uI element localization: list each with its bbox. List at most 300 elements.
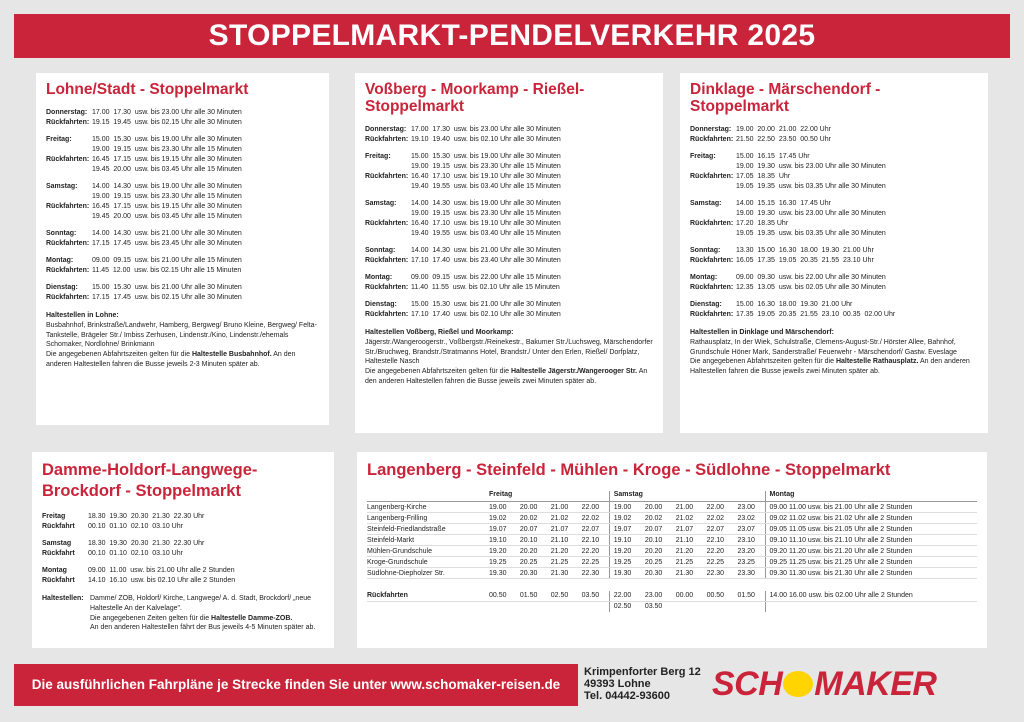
card-dinklage — [680, 73, 988, 433]
schedule-times: 19.10 19.40 usw. bis 02.10 Uhr alle 30 Minuten — [411, 136, 561, 143]
title-banner — [14, 14, 1010, 58]
schedule-times: 11.45 12.00 usw. bis 02.15 Uhr alle 15 Minuten — [92, 267, 242, 274]
friday-time: 22.25 — [578, 557, 610, 568]
schedule-times: 14.00 14.30 usw. bis 19.00 Uhr alle 30 Minuten — [411, 200, 561, 207]
schedule-times: 14.00 14.30 usw. bis 19.00 Uhr alle 30 Minuten — [92, 183, 242, 190]
schedule-row — [690, 229, 978, 239]
schedule-gap — [690, 192, 978, 199]
saturday-time: 22.10 — [703, 535, 734, 546]
schedule-times: 19.45 20.00 usw. bis 03.45 Uhr alle 15 Minuten — [92, 213, 242, 220]
empty-cell — [547, 601, 578, 612]
saturday-time: 19.07 — [609, 524, 641, 535]
spacer-cell — [367, 579, 977, 591]
schedule-times: 19.40 19.55 usw. bis 03.40 Uhr alle 15 Minuten — [411, 183, 561, 190]
schedule-row — [42, 512, 324, 522]
schedule-day-label: Rückfahrten: — [365, 136, 409, 143]
saturday-time: 22.30 — [703, 568, 734, 579]
schedule-row — [46, 192, 319, 202]
friday-time: 22.30 — [578, 568, 610, 579]
schedule-gap — [46, 222, 319, 229]
col-friday: Freitag — [485, 491, 609, 502]
schedule-row — [690, 310, 978, 320]
schedule-times: 15.00 15.30 usw. bis 21.00 Uhr alle 30 Minuten — [411, 301, 561, 308]
schedule-times: 11.40 11.55 usw. bis 02.10 Uhr alle 15 Minuten — [411, 284, 560, 291]
schedule-row — [46, 165, 319, 175]
stop-name: Steinfeld-Markt — [367, 535, 485, 546]
schedule-row — [365, 229, 653, 239]
saturday-time: 20.20 — [641, 546, 672, 557]
table-row — [367, 557, 977, 568]
schedule-day-label: Sonntag: — [365, 247, 396, 254]
schedule-times: 19.00 19.15 usw. bis 23.30 Uhr alle 15 Minuten — [92, 193, 242, 200]
monday-times: 09.02 11.02 usw. bis 21.02 Uhr alle 2 Stunden — [765, 513, 977, 524]
friday-time: 20.25 — [516, 557, 547, 568]
saturday-time: 19.20 — [609, 546, 641, 557]
lohne-note-bold: Haltestelle Busbahnhof. — [191, 351, 272, 359]
vossberg-stops-title: Haltestellen Voßberg, Rießel und Moorkamp: — [365, 329, 514, 336]
saturday-return-time: 00.50 — [703, 591, 734, 602]
lohne-schedule — [46, 108, 319, 303]
card-damme-heading: Damme-Holdorf-Langwege-Brockdorf - Stoppelmarkt — [42, 461, 258, 500]
return-label: Rückfahrten — [367, 591, 485, 602]
vossberg-stops: Jägerstr./Wangeroogerstr., Voßbergstr./Reinekestr., Bakumer Str./Luchsweg, Märschendorfer Str./Bruchweg, Brandstr./Stratmanns Hotel, Brandstr./ Unter den Erlen, Rießel/ Dorfplatz, Haltestelle Nasch — [365, 338, 653, 366]
schedule-row — [46, 118, 319, 128]
schedule-gap — [46, 276, 319, 283]
saturday-time: 22.02 — [703, 513, 734, 524]
schedule-day-label: Rückfahrten: — [690, 173, 734, 180]
saturday-time: 19.00 — [609, 502, 641, 513]
schedule-gap — [690, 293, 978, 300]
schedule-times: 19.00 19.15 usw. bis 23.30 Uhr alle 15 Minuten — [92, 146, 242, 153]
monday-times: 09.30 11.30 usw. bis 21.30 Uhr alle 2 Stunden — [765, 568, 977, 579]
schedule-times: 19.00 19.15 usw. bis 23.30 Uhr alle 15 Minuten — [411, 163, 561, 170]
stop-name: Kroge-Grundschule — [367, 557, 485, 568]
schedule-row — [42, 549, 324, 559]
schedule-row — [365, 135, 653, 145]
saturday-time: 20.00 — [641, 502, 672, 513]
schedule-times: 13.30 15.00 16.30 18.00 19.30 21.00 Uhr — [736, 247, 874, 254]
table-row — [367, 502, 977, 513]
return-row-2 — [367, 601, 977, 612]
friday-time: 20.20 — [516, 546, 547, 557]
footer-phone: Tel. 04442-93600 — [584, 690, 671, 702]
saturday-time: 20.30 — [641, 568, 672, 579]
schedule-day-label: Rückfahrten: — [46, 294, 90, 301]
schedule-row — [46, 135, 319, 145]
card-damme — [32, 452, 334, 648]
empty-cell — [578, 601, 610, 612]
monday-return-times: 14.00 16.00 usw. bis 02.00 Uhr alle 2 Stunden — [765, 591, 977, 602]
friday-time: 22.02 — [578, 513, 610, 524]
schedule-gap — [690, 266, 978, 273]
saturday-time: 23.02 — [733, 513, 765, 524]
schedule-row — [46, 145, 319, 155]
schomaker-logo — [712, 664, 936, 704]
empty-cell — [733, 601, 765, 612]
empty-cell — [516, 601, 547, 612]
saturday-time: 21.00 — [672, 502, 703, 513]
schedule-times: 14.10 16.10 usw. bis 02.10 Uhr alle 2 Stunden — [88, 577, 236, 584]
monday-times: 09.20 11.20 usw. bis 21.20 Uhr alle 2 Stunden — [765, 546, 977, 557]
stop-name: Mühlen-Grundschule — [367, 546, 485, 557]
schedule-day-label — [46, 145, 92, 155]
schedule-times: 17.10 17.40 usw. bis 23.40 Uhr alle 30 Minuten — [411, 257, 561, 264]
schedule-day-label: Dienstag: — [690, 301, 722, 308]
schedule-gap — [46, 249, 319, 256]
schedule-times: 16.05 17.35 19.05 20.35 21.55 23.10 Uhr — [736, 257, 874, 264]
saturday-time: 23.00 — [733, 502, 765, 513]
schedule-row — [365, 182, 653, 192]
schedule-day-label — [690, 209, 736, 219]
friday-time: 20.10 — [516, 535, 547, 546]
dinklage-note2: An den anderen Haltestellen fahren die Busse jeweils zwei Minuten später ab. — [690, 358, 970, 376]
dinklage-stops-title: Haltestellen in Dinklage und Märschendorf: — [690, 329, 834, 336]
schedule-day-label — [690, 182, 736, 192]
lohne-stops: Busbahnhof, Brinkstraße/Landwehr, Hamberg, Bergweg/ Bruno Kleine, Bergweg/ Felta-Tankstelle, Brägeler Str./ Imbiss Zerhusen, Lindenstr./Kino, Lindenstr./ehemals Schomaker, Nordlohne/ Brinkmann — [46, 321, 317, 349]
friday-time: 22.10 — [578, 535, 610, 546]
card-lohne-heading: Lohne/Stadt - Stoppelmarkt — [46, 81, 249, 98]
schedule-times: 00.10 01.10 02.10 03.10 Uhr — [88, 523, 183, 530]
monday-times: 09.00 11.00 usw. bis 21.00 Uhr alle 2 Stunden — [765, 502, 977, 513]
stop-name: Südlohne-Diepholzer Str. — [367, 568, 485, 579]
table-spacer — [367, 579, 977, 591]
schedule-row — [365, 152, 653, 162]
empty-cell — [367, 601, 485, 612]
table-row — [367, 568, 977, 579]
saturday-time: 19.10 — [609, 535, 641, 546]
schedule-times: 09.00 09.30 usw. bis 22.00 Uhr alle 30 Minuten — [736, 274, 886, 281]
schedule-day-label — [365, 162, 411, 172]
schedule-row — [690, 300, 978, 310]
schedule-day-label: Dienstag: — [46, 284, 78, 291]
friday-time: 21.02 — [547, 513, 578, 524]
vossberg-note1: Die angegebenen Abfahrtszeiten gelten für die — [365, 368, 509, 376]
friday-time: 20.30 — [516, 568, 547, 579]
friday-time: 22.20 — [578, 546, 610, 557]
friday-return-time: 01.50 — [516, 591, 547, 602]
schedule-times: 16.40 17.10 usw. bis 19.10 Uhr alle 30 Minuten — [411, 173, 561, 180]
schedule-times: 14.00 14.30 usw. bis 21.00 Uhr alle 30 Minuten — [411, 247, 561, 254]
card-lohne — [36, 73, 329, 425]
damme-stops-title: Haltestellen: — [42, 595, 84, 602]
damme-note2: An den anderen Haltestellen fährt der Bus jeweils 4-5 Minuten später ab. — [90, 624, 316, 632]
stop-name: Langenberg-Frilling — [367, 513, 485, 524]
card-langenberg-heading: Langenberg - Steinfeld - Mühlen - Kroge - Südlohne - Stoppelmarkt — [367, 461, 891, 479]
friday-time: 19.25 — [485, 557, 516, 568]
schedule-row — [42, 576, 324, 586]
schedule-row — [46, 239, 319, 249]
saturday-return-time: 02.50 — [609, 601, 641, 612]
empty-cell — [485, 601, 516, 612]
schedule-times: 14.00 15.15 16.30 17.45 Uhr — [736, 200, 831, 207]
schedule-row — [42, 539, 324, 549]
schedule-day-label: Rückfahrten: — [46, 240, 90, 247]
schedule-day-label: Rückfahrt — [42, 523, 75, 530]
schedule-times: 17.20 18.35 Uhr — [736, 220, 789, 227]
lohne-stops-title: Haltestellen in Lohne: — [46, 312, 119, 319]
footer-address — [584, 666, 701, 702]
schedule-times: 17.10 17.40 usw. bis 02.10 Uhr alle 30 Minuten — [411, 311, 561, 318]
schedule-times: 15.00 15.30 usw. bis 19.00 Uhr alle 30 Minuten — [92, 136, 242, 143]
schedule-row — [690, 152, 978, 162]
schedule-day-label: Sonntag: — [46, 230, 77, 237]
vossberg-note-bold: Haltestelle Jägerstr./Wangerooger Str. — [510, 368, 638, 376]
friday-time: 20.02 — [516, 513, 547, 524]
logo-ball-icon — [783, 671, 813, 697]
schedule-row — [365, 256, 653, 266]
schedule-day-label — [365, 182, 411, 192]
schedule-times: 19.00 19.30 usw. bis 23.00 Uhr alle 30 Minuten — [736, 210, 886, 217]
saturday-time: 23.07 — [733, 524, 765, 535]
schedule-times: 15.00 15.30 usw. bis 21.00 Uhr alle 30 Minuten — [92, 284, 242, 291]
schedule-row — [46, 229, 319, 239]
dinklage-info — [690, 328, 978, 377]
col-saturday: Samstag — [609, 491, 765, 502]
schedule-row — [365, 199, 653, 209]
saturday-return-time: 23.00 — [641, 591, 672, 602]
vossberg-note2: An den anderen Haltestellen fahren die Busse jeweils zwei Minuten später ab. — [365, 368, 648, 385]
saturday-time: 23.10 — [733, 535, 765, 546]
saturday-time: 22.00 — [703, 502, 734, 513]
damme-note1: Die angegebenen Zeiten gelten für die — [90, 614, 210, 622]
schedule-row — [690, 182, 978, 192]
card-langenberg — [357, 452, 987, 648]
schedule-times: 16.45 17.15 usw. bis 19.15 Uhr alle 30 Minuten — [92, 203, 242, 210]
schedule-times: 15.00 16.15 17.45 Uhr — [736, 153, 810, 160]
schedule-row — [365, 125, 653, 135]
schedule-day-label: Rückfahrten: — [690, 136, 734, 143]
logo-text-b: MAKER — [814, 665, 937, 703]
schedule-times: 19.00 20.00 21.00 22.00 Uhr — [736, 126, 831, 133]
table-row — [367, 546, 977, 557]
saturday-time: 20.07 — [641, 524, 672, 535]
schedule-row — [365, 246, 653, 256]
friday-time: 20.00 — [516, 502, 547, 513]
schedule-day-label — [46, 165, 92, 175]
saturday-time: 21.25 — [672, 557, 703, 568]
schedule-times: 17.35 19.05 20.35 21.55 23.10 00.35 02.00 Uhr — [736, 311, 896, 318]
schedule-row — [365, 172, 653, 182]
schedule-day-label — [46, 212, 92, 222]
saturday-time: 20.02 — [641, 513, 672, 524]
schedule-day-label: Rückfahrten: — [46, 119, 90, 126]
schedule-row — [365, 310, 653, 320]
schedule-row — [42, 566, 324, 576]
schedule-day-label: Samstag — [42, 540, 72, 547]
dinklage-note-bold: Haltestelle Rathausplatz. — [835, 358, 919, 366]
monday-times: 09.25 11.25 usw. bis 21.25 Uhr alle 2 Stunden — [765, 557, 977, 568]
schedule-gap — [690, 145, 978, 152]
schedule-day-label: Rückfahrten: — [690, 257, 734, 264]
schedule-row — [46, 202, 319, 212]
vossberg-schedule — [365, 125, 653, 320]
schedule-day-label: Freitag — [42, 513, 66, 520]
schedule-row — [46, 155, 319, 165]
schedule-row — [365, 300, 653, 310]
saturday-time: 19.30 — [609, 568, 641, 579]
schedule-day-label: Sonntag: — [690, 247, 721, 254]
schedule-day-label: Rückfahrten: — [46, 267, 90, 274]
schedule-gap — [365, 145, 653, 152]
schedule-times: 19.00 19.15 usw. bis 23.30 Uhr alle 15 Minuten — [411, 210, 561, 217]
friday-time: 19.10 — [485, 535, 516, 546]
schedule-row — [46, 212, 319, 222]
friday-time: 22.07 — [578, 524, 610, 535]
schedule-row — [365, 162, 653, 172]
return-row — [367, 591, 977, 602]
saturday-return-time: 01.50 — [733, 591, 765, 602]
saturday-time: 21.30 — [672, 568, 703, 579]
friday-return-time: 03.50 — [578, 591, 610, 602]
schedule-row — [46, 293, 319, 303]
damme-stops: Damme/ ZOB, Holdorf/ Kirche, Langwege/ A. d. Stadt, Brockdorf/ „neue Haltestelle An der Kalvelage". — [90, 595, 311, 612]
schedule-day-label: Rückfahrt — [42, 550, 75, 557]
lohne-info — [46, 311, 319, 370]
schedule-times: 15.00 16.30 18.00 19.30 21.00 Uhr — [736, 301, 853, 308]
friday-time: 19.07 — [485, 524, 516, 535]
dinklage-note1: Die angegebenen Abfahrtszeiten gelten für die — [690, 358, 834, 366]
damme-info — [42, 594, 324, 633]
table-row — [367, 513, 977, 524]
friday-time: 21.30 — [547, 568, 578, 579]
friday-time: 21.00 — [547, 502, 578, 513]
schedule-times: 17.00 17.30 usw. bis 23.00 Uhr alle 30 Minuten — [411, 126, 561, 133]
vossberg-info — [365, 328, 653, 387]
schedule-day-label: Dienstag: — [365, 301, 397, 308]
card-vossberg — [355, 73, 663, 433]
col-monday: Montag — [765, 491, 977, 502]
schedule-row — [690, 209, 978, 219]
schedule-row — [46, 266, 319, 276]
card-dinklage-heading: Dinklage - Märschendorf - Stoppelmarkt — [690, 81, 881, 115]
friday-time: 20.07 — [516, 524, 547, 535]
schedule-times: 17.05 18.35 Uhr — [736, 173, 791, 180]
schedule-gap — [42, 559, 324, 566]
monday-times: 09.10 11.10 usw. bis 21.10 Uhr alle 2 Stunden — [765, 535, 977, 546]
schedule-row — [690, 135, 978, 145]
schedule-times: 14.00 14.30 usw. bis 21.00 Uhr alle 30 Minuten — [92, 230, 242, 237]
schedule-day-label — [365, 209, 411, 219]
schedule-gap — [42, 532, 324, 539]
schedule-day-label — [690, 162, 736, 172]
friday-time: 21.10 — [547, 535, 578, 546]
schedule-day-label: Montag: — [46, 257, 74, 264]
saturday-time: 23.25 — [733, 557, 765, 568]
card-vossberg-heading: Voßberg - Moorkamp - Rießel-Stoppelmarkt — [365, 81, 585, 115]
schedule-day-label: Rückfahrt — [42, 577, 75, 584]
saturday-return-time: 22.00 — [609, 591, 641, 602]
schedule-times: 19.05 19.35 usw. bis 03.35 Uhr alle 30 Minuten — [736, 230, 886, 237]
schedule-row — [46, 182, 319, 192]
schedule-day-label: Montag: — [690, 274, 718, 281]
schedule-times: 09.00 11.00 usw. bis 21.00 Uhr alle 2 Stunden — [88, 567, 235, 574]
friday-time: 21.20 — [547, 546, 578, 557]
friday-return-time: 02.50 — [547, 591, 578, 602]
schedule-day-label: Freitag: — [690, 153, 716, 160]
saturday-time: 20.10 — [641, 535, 672, 546]
saturday-time: 23.30 — [733, 568, 765, 579]
saturday-time: 21.10 — [672, 535, 703, 546]
schedule-day-label: Rückfahrten: — [365, 257, 409, 264]
page-title: STOPPELMARKT-PENDELVERKEHR 2025 — [208, 19, 816, 52]
schedule-times: 18.30 19.30 20.30 21.30 22.30 Uhr — [88, 513, 205, 520]
schedule-row — [690, 256, 978, 266]
damme-schedule — [42, 512, 324, 586]
schedule-day-label: Rückfahrten: — [365, 173, 409, 180]
schedule-row — [365, 273, 653, 283]
schedule-row — [46, 256, 319, 266]
schedule-gap — [365, 293, 653, 300]
schedule-day-label: Montag — [42, 567, 67, 574]
schedule-day-label: Rückfahrten: — [690, 311, 734, 318]
schedule-times: 19.15 19.45 usw. bis 02.15 Uhr alle 30 Minuten — [92, 119, 242, 126]
schedule-row — [690, 199, 978, 209]
schedule-day-label: Rückfahrten: — [365, 220, 409, 227]
schedule-times: 19.45 20.00 usw. bis 03.45 Uhr alle 15 Minuten — [92, 166, 242, 173]
schedule-times: 18.30 19.30 20.30 21.30 22.30 Uhr — [88, 540, 205, 547]
monday-times: 09.05 11.05 usw. bis 21.05 Uhr alle 2 Stunden — [765, 524, 977, 535]
schedule-row — [690, 219, 978, 229]
schedule-day-label — [690, 229, 736, 239]
friday-return-time: 00.50 — [485, 591, 516, 602]
schedule-day-label: Rückfahrten: — [365, 284, 409, 291]
schedule-day-label: Donnerstag: — [690, 126, 732, 133]
schedule-row — [690, 246, 978, 256]
schedule-day-label: Rückfahrten: — [46, 203, 90, 210]
lohne-note1: Die angegebenen Abfahrtszeiten gelten für die — [46, 351, 190, 359]
schedule-times: 16.40 17.10 usw. bis 19.10 Uhr alle 30 Minuten — [411, 220, 561, 227]
schedule-day-label — [46, 192, 92, 202]
schedule-day-label: Rückfahrten: — [46, 156, 90, 163]
saturday-time: 22.25 — [703, 557, 734, 568]
schedule-day-label: Rückfahrten: — [690, 284, 734, 291]
schedule-row — [46, 108, 319, 118]
schedule-gap — [365, 266, 653, 273]
schedule-times: 17.00 17.30 usw. bis 23.00 Uhr alle 30 Minuten — [92, 109, 242, 116]
schedule-day-label: Samstag: — [690, 200, 722, 207]
schedule-row — [365, 283, 653, 293]
friday-time: 19.20 — [485, 546, 516, 557]
schedule-row — [690, 125, 978, 135]
schedule-day-label: Donnerstag: — [365, 126, 407, 133]
stop-name: Langenberg-Kirche — [367, 502, 485, 513]
schedule-row — [365, 209, 653, 219]
saturday-return-time: 00.00 — [672, 591, 703, 602]
schedule-times: 19.00 19.30 usw. bis 23.00 Uhr alle 30 Minuten — [736, 163, 886, 170]
empty-cell — [765, 601, 977, 612]
empty-cell — [703, 601, 734, 612]
schedule-row — [365, 219, 653, 229]
logo-text-a: SCH — [712, 665, 783, 703]
schedule-day-label: Rückfahrten: — [690, 220, 734, 227]
footer-street: Krimpenforter Berg 12 — [584, 666, 701, 678]
friday-time: 21.25 — [547, 557, 578, 568]
schedule-times: 15.00 15.30 usw. bis 19.00 Uhr alle 30 Minuten — [411, 153, 561, 160]
saturday-time: 19.02 — [609, 513, 641, 524]
schedule-row — [46, 283, 319, 293]
schedule-times: 09.00 09.15 usw. bis 22.00 Uhr alle 15 Minuten — [411, 274, 561, 281]
saturday-time: 21.07 — [672, 524, 703, 535]
schedule-row — [42, 522, 324, 532]
friday-time: 21.07 — [547, 524, 578, 535]
schedule-times: 09.00 09.15 usw. bis 21.00 Uhr alle 15 Minuten — [92, 257, 242, 264]
table-row — [367, 524, 977, 535]
schedule-gap — [46, 175, 319, 182]
schedule-day-label — [365, 229, 411, 239]
saturday-time: 23.20 — [733, 546, 765, 557]
schedule-gap — [690, 239, 978, 246]
schedule-gap — [365, 192, 653, 199]
